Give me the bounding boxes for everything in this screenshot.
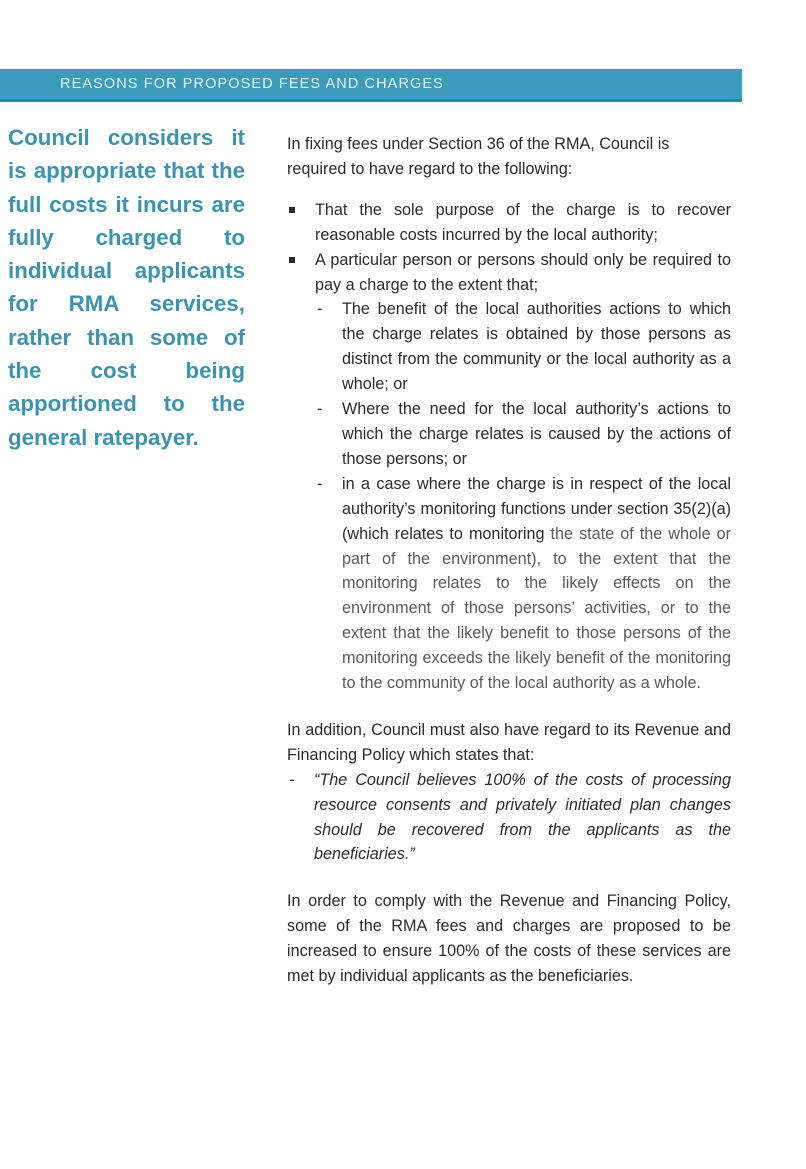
dash-bullet-icon: - bbox=[317, 400, 323, 419]
sub-item-text: The benefit of the local authorities actions to which the charge relates is obtained by those persons as distinct from the community or the local authority as a whole; or bbox=[342, 300, 731, 394]
sub-criteria-list bbox=[315, 297, 731, 696]
bullet-item bbox=[287, 198, 731, 248]
dash-bullet-icon: - bbox=[289, 770, 295, 789]
bullet-text: That the sole purpose of the charge is to recover reasonable costs incurred by the local authority; bbox=[315, 200, 731, 244]
intro-paragraph: In fixing fees under Section 36 of the RMA, Council is required to have regard to the following: bbox=[287, 135, 670, 178]
sub-item-text: Where the need for the local authority’s actions to which the charge relates is caused by the actions of those persons; or bbox=[342, 400, 731, 468]
criteria-list bbox=[287, 198, 731, 696]
dash-bullet-icon: - bbox=[317, 300, 323, 319]
square-bullet-icon bbox=[289, 207, 295, 213]
revenue-policy-paragraph: In addition, Council must also have regard to its Revenue and Financing Policy which states that: bbox=[287, 720, 731, 764]
policy-quote-text: “The Council believes 100% of the costs of processing resource consents and privately initiated plan changes should be recovered from the applicants as the beneficiaries.” bbox=[314, 770, 731, 864]
square-bullet-icon bbox=[289, 257, 295, 263]
sub-item-text-continued: the state of the whole or part of the environment), to the extent that the monitoring relates to the likely effects on the environment of those persons’ activities, or to the extent that the likely benefit to those persons of the monitoring exceeds the likely benefit of the monitoring to the community of the local authority as a whole. bbox=[342, 524, 731, 693]
sub-list-item bbox=[315, 472, 731, 696]
dash-bullet-icon: - bbox=[317, 474, 323, 493]
policy-quote bbox=[287, 768, 731, 868]
sub-item-text: in a case where the charge is in respect of the local authority’s monitoring functions under section 35(2)(a) (which relates to monitoring bbox=[342, 474, 731, 543]
compliance-paragraph: In order to comply with the Revenue and Financing Policy, some of the RMA fees and charges are proposed to be increased to ensure 100% of the costs of these services are met by individual applicants as the beneficiaries. bbox=[287, 892, 731, 986]
sub-list-item bbox=[315, 297, 731, 397]
policy-quote-list bbox=[287, 768, 731, 868]
sub-list-item bbox=[315, 397, 731, 472]
bullet-item bbox=[287, 248, 731, 696]
pull-quote: Council considers it is appropriate that the full costs it incurs are fully charged to individual applicants for RMA services, rather than some of the cost being apportioned to the general ratepayer. bbox=[8, 125, 245, 450]
body-text bbox=[287, 132, 731, 989]
bullet-text: A particular person or persons should only be required to pay a charge to the extent that; bbox=[315, 250, 731, 294]
section-title: REASONS FOR PROPOSED FEES AND CHARGES bbox=[60, 76, 444, 92]
section-banner bbox=[0, 69, 742, 102]
